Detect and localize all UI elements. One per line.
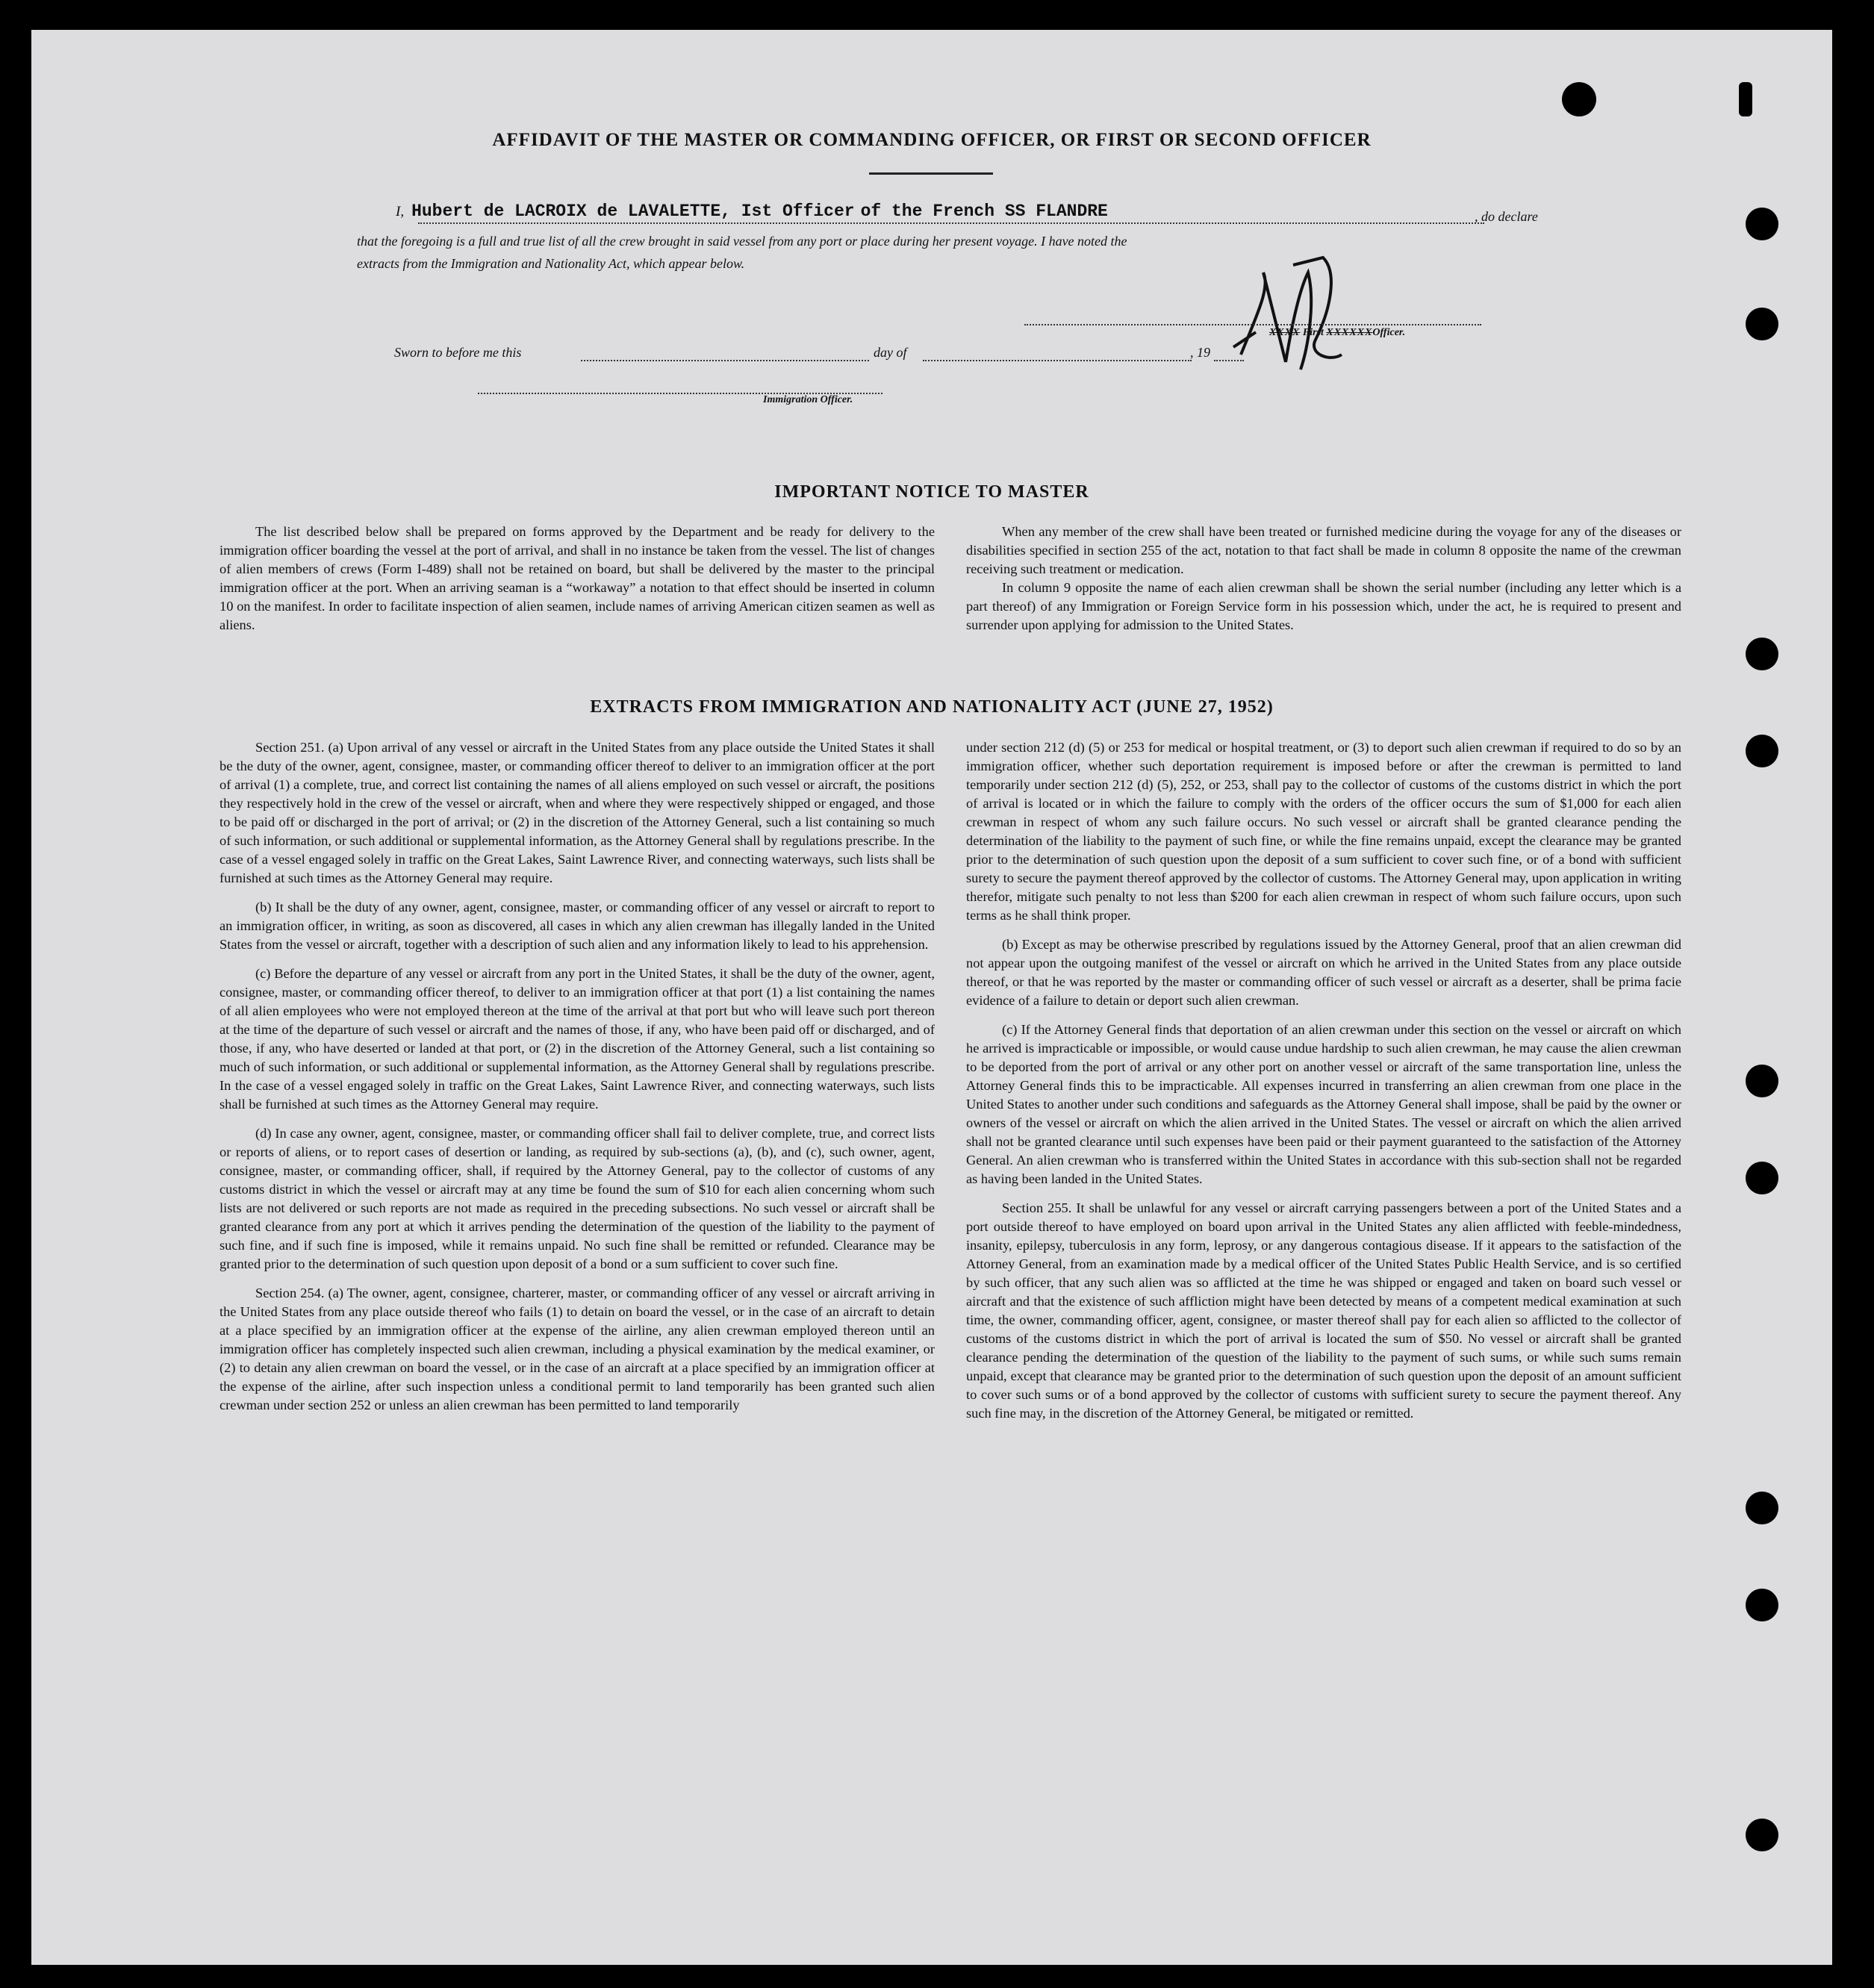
officer-title-first: First	[1302, 327, 1324, 338]
sworn-date-line	[581, 360, 869, 361]
binder-hole	[1746, 308, 1778, 340]
declaration-underline	[418, 222, 1484, 224]
month-line	[923, 360, 1192, 361]
declarant-name-typed: Hubert de LACROIX de LAVALETTE, Ist Offi	[411, 202, 824, 221]
affidavit-title: AFFIDAVIT OF THE MASTER OR COMMANDING OFFICER, OR FIRST OR SECOND OFFICER	[492, 130, 1372, 150]
officer-title-line	[1269, 327, 1405, 339]
section-254-b: (b) Except as may be otherwise prescribed by regulations issued by the Attorney General, proof that an alien crewman did not appear upon the outgoing manifest of the vessel or aircraft on which he arrived in the United States from any place outside thereof, or that he was reported by the master or commanding officer of such vessel or aircraft as a deserter, shall be prima facie evidence of a failure to detain or deport such alien crewman.	[966, 937, 1681, 1008]
ink-blot	[1562, 82, 1596, 116]
declarant-prefix: I,	[396, 204, 405, 219]
binder-hole	[1746, 208, 1778, 240]
declaration-text-line3: extracts from the Immigration and Nationality Act, which appear below.	[357, 256, 745, 271]
vessel-typed: of the French SS FLANDRE	[860, 202, 1108, 221]
section-251-a: Section 251. (a) Upon arrival of any vessel or aircraft in the United States from any place outside the United States it shall be the duty of the owner, agent, consignee, master, or commanding officer thereof to deliver to an immigration officer at the port of arrival (1) a complete, true, and correct list containing the names of all aliens employed on such vessel or aircraft, the positions they respectively hold in the crew of the vessel or aircraft, when and where they were respectively shipped or engaged, and those to be paid off or discharged in the port of arrival; or (2) in the discretion of the Attorney General, such a list containing so much of such information, or such additional or supplemental information, as the Attorney General shall by regulations prescribe. In the case of a vessel engaged solely in traffic on the Great Lakes, Saint Lawrence River, and connecting waterways, such lists shall be furnished at such times as the Attorney General may require.	[220, 740, 935, 885]
year-label: , 19	[1190, 345, 1210, 360]
notice-right-paragraph-2: In column 9 opposite the name of each alien crewman shall be shown the serial number (including any letter which is a part thereof) of any Immigration or Foreign Service form in his possession which, under the act, he is required to present and surrender upon applying for admission to the United States.	[966, 580, 1681, 632]
notice-left-column	[220, 523, 935, 645]
sworn-label: Sworn to before me this	[394, 345, 522, 360]
declare-suffix: , do declare	[1475, 209, 1538, 224]
binder-hole	[1746, 1492, 1778, 1524]
section-251-b: (b) It shall be the duty of any owner, agent, consignee, master, or commanding officer of any vessel or aircraft to report to an immigration officer, in writing, as soon as discovered, all cases in which any alien crewman has illegally landed in the United States from the vessel or aircraft, together with a description of such alien and any information likely to lead to his apprehension.	[220, 900, 935, 952]
extracts-right-column	[966, 738, 1681, 1433]
signature-line	[1024, 324, 1481, 325]
handwritten-signature	[1211, 243, 1405, 377]
declarant-name-typed-overstrike: cer	[824, 202, 855, 221]
document-sheet	[31, 30, 1832, 1965]
section-254-a-continued: under section 212 (d) (5) or 253 for medical or hospital treatment, or (3) to deport such alien crewman if required to do so by an immigration officer, whether such deportation requirement is imposed before or after the crewman is permitted to land temporarily under section 212 (d) (5), 252, or 253, shall pay to the collector of customs of the customs district in which the port of arrival is located or in which the failure to comply with the orders of the officer occurs the sum of $1,000 for each alien crewman in respect of whom any such failure occurs. No such vessel or aircraft shall be granted clearance pending the determination of the liability to the payment of such fine, or while the fine remains unpaid, except the clearance may be granted prior to the determination of such question upon the deposit of a sum sufficient to cover such fine, or of a bond with sufficient surety to secure the payment thereof approved by the collector of customs. The Attorney General may, upon application in writing therefor, mitigate such penalty to not less than $200 for each alien crewman in respect of whom such failure occurs, upon such terms as he shall think proper.	[966, 740, 1681, 923]
binder-hole	[1746, 735, 1778, 767]
extracts-left-column	[220, 738, 935, 1425]
officer-suffix: Officer.	[1372, 327, 1406, 338]
section-251-d: (d) In case any owner, agent, consignee, master, or commanding officer shall fail to deliver complete, true, and correct lists or reports of aliens, or to report cases of desertion or landing, as required by sub-sections (a), (b), and (c), such owner, agent, consignee, master, or commanding officer, shall, if required by the Attorney General, pay to the collector of customs of any customs district in which the vessel or aircraft may at any time be found the sum of $10 for each alien concerning whom such lists are not delivered or such reports are not made as required in the preceding subsections. No such vessel or aircraft shall be granted clearance from any port at which it arrives pending the determination of the question of the liability to the payment of such fine, and if such fine is imposed, while it remains unpaid. No such fine shall be remitted or refunded. Clearance may be granted prior to the determination of such question upon deposit of a bond or a sum sufficient to cover such fine.	[220, 1126, 935, 1271]
binder-hole	[1746, 638, 1778, 670]
section-254-a: Section 254. (a) The owner, agent, consignee, charterer, master, or commanding officer of any vessel or aircraft arriving in the United States from any place outside thereof who fails (1) to detain on board the vessel, or in the case of an aircraft to detain at a place specified by an immigration officer at the expense of the airline, any alien crewman employed thereon until an immigration officer has completely inspected such alien crewman, including a physical examination by the medical examiner, or (2) to detain any alien crewman on board the vessel, or in the case of an aircraft at a place specified by an immigration officer at the expense of the airline, after such inspection unless a conditional permit to land temporarily has been granted such alien crewman under section 252 or unless an alien crewman has been permitted to land temporarily	[220, 1286, 935, 1412]
ink-mark	[1739, 82, 1752, 116]
title-underline	[869, 172, 993, 175]
declaration-text-line2: that the foregoing is a full and true list of all the crew brought in said vessel from any port or place during her present voyage. I have noted the	[357, 234, 1127, 249]
notice-left-paragraph: The list described below shall be prepared on forms approved by the Department and be ready for delivery to the immigration officer boarding the vessel at the port of arrival, and shall in no instance be taken from the vessel. The list of changes of alien members of crews (Form I-489) shall not be retained on board, but shall be delivered by the master to the principal immigration officer at the port. When an arriving seaman is a “workaway” a notation to that effect should be inserted in column 10 on the manifest. In order to facilitate inspection of alien seamen, include names of arriving American citizen seamen as well as aliens.	[220, 524, 935, 632]
day-of-label: day of	[874, 345, 907, 360]
section-251-c: (c) Before the departure of any vessel or aircraft from any port in the United States, it shall be the duty of the owner, agent, consignee, master, or commanding officer thereof, to deliver to an immigration officer at that port (1) a list containing the names of all alien employees who were not employed thereon at the time of the arrival at that port but who will leave such port thereon at the time of the departure of such vessel or aircraft and the names of those, if any, who have been paid off or discharged, and of those, if any, who have deserted or landed at that port, or (2) in the discretion of the Attorney General, such a list containing so much of such information, or such additional or supplemental information, as the Attorney General shall by regulations prescribe. In the case of a vessel engaged solely in traffic on the Great Lakes, Saint Lawrence River, and connecting waterways, such lists shall be furnished at such times as the Attorney General may require.	[220, 966, 935, 1112]
section-255: Section 255. It shall be unlawful for any vessel or aircraft carrying passengers between a port of the United States and a port outside thereof to have employed on board upon arrival in the United States any alien afflicted with feeble-mindedness, insanity, epilepsy, tuberculosis in any form, leprosy, or any dangerous contagious disease. If it appears to the satisfaction of the Attorney General, from an examination made by a medical officer of the United States Public Health Service, and is so certified by such officer, that any such alien was so afflicted at the time he was shipped or engaged and taken on board such vessel or aircraft and that the existence of such affliction might have been detected by means of a competent medical examination at such time, the owner, commanding officer, agent, consignee, or master thereof shall pay for each alien so afflicted to the collector of customs of the customs district in which the port of arrival is located the sum of $50. No vessel or aircraft shall be granted clearance pending the determination of the question of the liability to the payment of such sums, or while such sums remain unpaid, except that clearance may be granted prior to the determination of such question upon the deposit of an amount sufficient to cover such sums or of a bond approved by the collector of customs with sufficient surety to secure the payment thereof. Any such fine may, in the discretion of the Attorney General, be mitigated or remitted.	[966, 1200, 1681, 1421]
struck-master: XXXX	[1269, 327, 1301, 338]
notice-right-paragraph-1: When any member of the crew shall have been treated or furnished medicine during the voyage for any of the diseases or disabilities specified in section 255 of the act, notation to that fact shall be made in column 8 opposite the name of the crewman receiving such treatment or medication.	[966, 524, 1681, 576]
binder-hole	[1746, 1589, 1778, 1621]
section-254-c: (c) If the Attorney General finds that deportation of an alien crewman under this section on the vessel or aircraft on which he arrived is impracticable or impossible, or would cause undue hardship to such alien crewman, he may cause the alien crewman to be deported from the port of arrival or any other port on another vessel or aircraft of the same transportation line, unless the Attorney General finds this to be impracticable. All expenses incurred in transferring an alien crewman from one place in the United States to another under such conditions and safeguards as the Attorney General shall impose, shall be paid by the owner or owners of the vessel or aircraft on which the alien arrived in the United States. The vessel or aircraft on which the alien arrived shall not be granted clearance until such expenses have been paid or their payment guaranteed to the satisfaction of the Attorney General. An alien crewman who is transferred within the United States in accordance with this sub-section shall not be regarded as having been landed in the United States.	[966, 1022, 1681, 1186]
declaration-line	[396, 202, 1560, 231]
binder-hole	[1746, 1065, 1778, 1097]
year-line	[1214, 360, 1244, 361]
extracts-title: EXTRACTS FROM IMMIGRATION AND NATIONALITY ACT (JUNE 27, 1952)	[590, 697, 1274, 717]
immigration-officer-label: Immigration Officer.	[763, 394, 853, 405]
binder-hole	[1746, 1819, 1778, 1851]
binder-hole	[1746, 1162, 1778, 1194]
notice-title: IMPORTANT NOTICE TO MASTER	[774, 482, 1089, 502]
struck-second: XXXXXX	[1326, 327, 1373, 338]
notice-right-column	[966, 523, 1681, 645]
